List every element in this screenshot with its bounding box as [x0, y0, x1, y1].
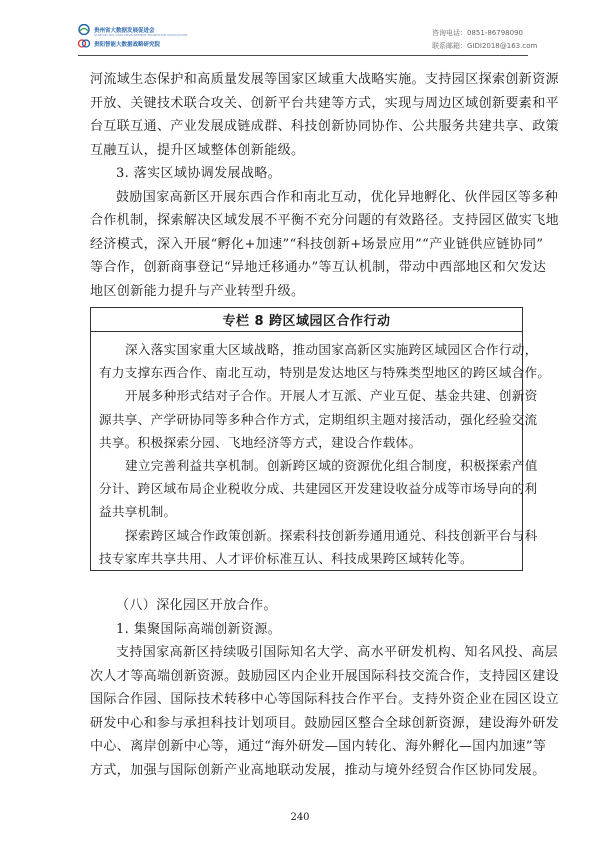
column-box-8	[90, 307, 551, 571]
paragraph-line: 经济模式，深入开展“孵化+加速”“科技创新+场景应用”“产业链供应链协同”	[90, 236, 544, 252]
box-line: 开展多种形式结对子合作。开展人才互派、产业互促、基金共建、创新资	[125, 388, 538, 404]
box-line: 探索跨区域合作政策创新。探索科技创新券通用通兑、科技创新平台与科	[125, 527, 538, 543]
paragraph-line: 方式，加强与国际创新产业高地联动发展，推动与境外经贸合作区协同发展。	[90, 762, 546, 778]
big-data-association-logo-icon	[78, 24, 90, 35]
org-name-1-english: GUIZHOU BIG DATA DEVELOPMENT PROMOTION ASSOCIATION	[94, 33, 188, 37]
box-line: 深入落实国家重大区域战略，推动国家高新区实施跨区域园区合作行动，	[125, 342, 538, 357]
paragraph-line: 中心、离岸创新中心等，通过“海外研发—国内转化、海外孵化—国内加速”等	[90, 739, 547, 754]
page-header	[0, 0, 600, 56]
subheading-regional-coordination: 3. 落实区域协调发展战略。	[116, 166, 282, 181]
main-text-block-bottom	[90, 594, 560, 782]
section-heading-open-cooperation: （八）深化园区开放合作。	[116, 598, 277, 613]
box-line: 分计、跨区域布局企业税收分成、共建园区开发建设收益分成等市场导向的利	[99, 481, 538, 497]
paragraph-line: 合作机制，探索解决区域发展不平衡不充分问题的有效路径。支持园区做实飞地	[90, 213, 560, 228]
contact-phone: 咨询电话：0851-86798090	[432, 29, 523, 37]
paragraph-line: 鼓励国家高新区开展东西合作和南北互动，优化异地孵化、伙伴园区等多种	[116, 189, 559, 205]
paragraph-line: 研发中心和参与承担科技计划项目。鼓励园区整合全球创新资源，建设海外研发	[90, 715, 560, 731]
paragraph-line: 互融互认，提升区域整体创新能级。	[90, 142, 305, 158]
box-line: 源共享、产学研协同等多种合作方式，定期组织主题对接活动，强化经验交流	[99, 411, 538, 427]
paragraph-line: 次人才等高端创新资源。鼓励园区内企业开展国际科技交流合作，支持园区建设	[90, 668, 560, 684]
paragraph-line: 地区创新能力提升与产业转型升级。	[90, 283, 305, 299]
box-line: 建立完善利益共享机制。创新跨区域的资源优化组合制度，积极探索产值	[125, 457, 538, 473]
org-name-2: 贵阳智能大数据战略研究院	[94, 41, 161, 48]
paragraph-line: 开放、关键技术联合攻关、创新平台共建等方式，实现与周边区域创新要素和平	[90, 95, 560, 111]
box-line: 技专家库共享共用、人才评价标准互认、科技成果跨区域转化等。	[99, 550, 473, 566]
org-logo-2	[78, 38, 160, 49]
header-divider	[78, 55, 528, 56]
paragraph-line: 台互联互通、产业发展成链成群、科技创新协同协作、公共服务共建共享、政策	[90, 119, 560, 134]
box-line: 有力支撑东西合作、南北互动，特别是发达地区与特殊类型地区的跨区域合作。	[99, 365, 551, 381]
subheading-innovation-resources: 1. 集聚国际高端创新资源。	[116, 621, 282, 637]
column-box-body	[99, 338, 551, 570]
contact-email: 联系邮箱：GIDI2018@163.com	[432, 42, 538, 50]
column-box-title-row	[91, 308, 522, 332]
box-line: 益共享机制。	[99, 504, 177, 520]
org-name-1: 贵州省大数据发展促进会	[94, 27, 155, 34]
paragraph-line: 支持国家高新区持续吸引国际知名大学、高水平研发机构、知名风投、高层	[116, 645, 559, 660]
page-number: 240	[290, 812, 310, 823]
research-institute-logo-icon	[78, 38, 90, 49]
paragraph-line: 国际合作园、国际技术转移中心等国际科技合作平台。支持外资企业在园区设立	[90, 692, 560, 707]
paragraph-line: 河流域生态保护和高质量发展等国家区域重大战略实施。支持园区探索创新资源	[90, 72, 560, 87]
paragraph-line: 等合作，创新商事登记“异地迁移通办”等互认机制，带动中西部地区和欠发达	[90, 260, 547, 275]
box-line: 共享。积极探索分园、飞地经济等方式，建设合作载体。	[99, 434, 422, 450]
column-box-title: 专栏 8 跨区域园区合作行动	[222, 314, 391, 329]
main-text-block-top	[90, 68, 560, 303]
